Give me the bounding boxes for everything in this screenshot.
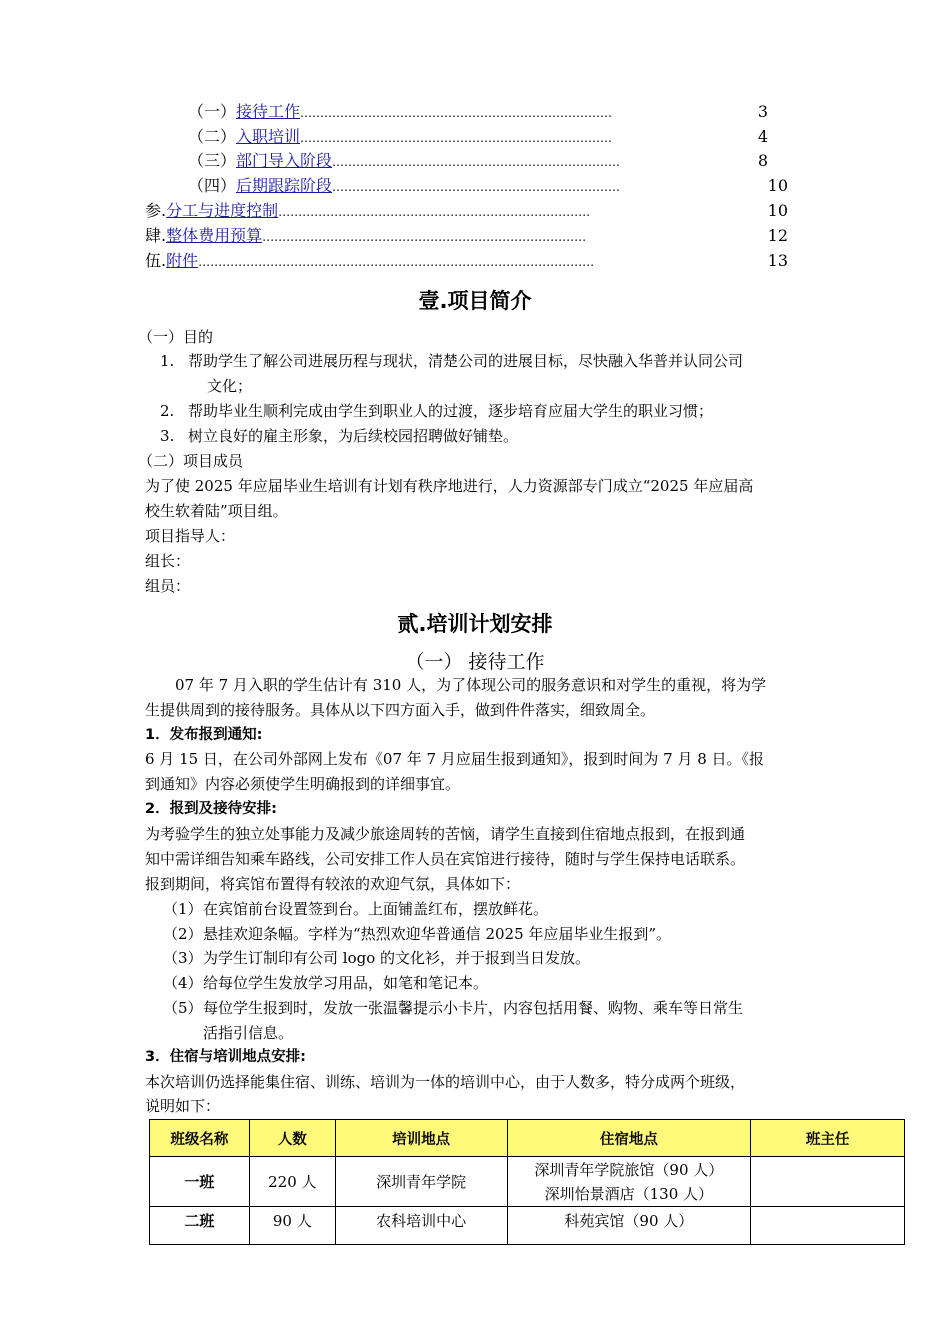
paragraph-line: 生提供周到的接待服务。具体从以下四方面入手，做到件件落实，细致周全。	[145, 701, 656, 719]
lodging-line: 深圳怡景酒店（130 人）	[544, 1184, 714, 1203]
lodging-line: 深圳青年学院旅馆（90 人）	[534, 1160, 724, 1179]
toc-prefix: 参.	[145, 201, 167, 220]
list-item-number: 1.	[160, 352, 175, 370]
item-heading: 2．报到及接待安排:	[145, 801, 277, 817]
sub-item-text: 悬挂欢迎条幅。字样为“热烈欢迎华普通信 2025 年应届毕业生报到”。	[203, 925, 672, 943]
paragraph-line: 07 年 7 月入职的学生估计有 310 人，为了体现公司的服务意识和对学生的重视，将为学	[175, 676, 767, 694]
toc-entry[interactable]	[188, 149, 768, 173]
class-name-cell: 一班	[150, 1157, 250, 1207]
toc-prefix: （二）	[188, 127, 237, 146]
toc-link[interactable]: 整体费用预算	[166, 226, 263, 245]
sub-item-text: 在宾馆前台设置签到台。上面铺盖红布，摆放鲜花。	[203, 900, 549, 918]
toc-page-number: 8	[757, 151, 768, 170]
toc-dots: ………………………………………………………………	[332, 180, 621, 194]
toc-link[interactable]: 入职培训	[236, 127, 301, 146]
table-header-cell: 住宿地点	[507, 1120, 751, 1157]
list-item-text: 帮助学生了解公司进展历程与现状，清楚公司的进展目标，尽快融入华普并认同公司	[188, 352, 744, 370]
list-item-number: 2.	[160, 402, 175, 420]
sub-item-text: 活指引信息。	[203, 1024, 294, 1042]
class-name-cell: 二班	[150, 1207, 250, 1245]
toc-prefix: （三）	[188, 151, 237, 170]
toc-entry[interactable]	[188, 174, 788, 198]
toc-prefix: 伍.	[145, 251, 167, 270]
count-cell: 90 人	[249, 1207, 335, 1245]
toc-dots: ………………………………………………………………………………………	[198, 255, 595, 269]
paragraph-line: 知中需详细告知乘车路线，公司安排工作人员在宾馆进行接待，随时与学生保持电话联系。	[145, 850, 746, 868]
members-label: 组员：	[145, 577, 191, 595]
sub-item-number: （3）	[163, 949, 203, 967]
sub-item-number: （5）	[163, 999, 203, 1017]
sub-item-text: 每位学生报到时，发放一张温馨提示小卡片，内容包括用餐、购物、乘车等日常生	[203, 999, 744, 1017]
toc-link[interactable]: 部门导入阶段	[236, 151, 333, 170]
table-row	[150, 1207, 905, 1245]
paragraph-line: 为考验学生的独立处事能力及减少旅途周转的苦恼，请学生直接到住宿地点报到，在报到通	[145, 825, 746, 843]
leader-label: 组长：	[145, 552, 191, 570]
training-place-cell: 农科培训中心	[335, 1207, 507, 1245]
toc-prefix: 肆.	[145, 226, 167, 245]
training-place-cell: 深圳青年学院	[335, 1157, 507, 1207]
count-cell: 220 人	[249, 1157, 335, 1207]
paragraph-line: 说明如下：	[145, 1097, 221, 1115]
table-header-row	[150, 1120, 905, 1157]
toc-page-number: 12	[767, 226, 788, 245]
sub-item-text: 为学生订制印有公司 logo 的文化衫，并于报到当日发放。	[203, 949, 590, 967]
item-heading: 3．住宿与培训地点安排:	[145, 1049, 306, 1065]
item-heading: 1．发布报到通知:	[145, 727, 263, 743]
toc-page-number: 10	[767, 176, 788, 195]
paragraph-line: 校生软着陆”项目组。	[145, 502, 288, 520]
toc-prefix: （四）	[188, 176, 237, 195]
toc-link[interactable]: 附件	[166, 251, 199, 270]
toc-prefix: （一）	[188, 102, 237, 121]
sub-item-number: （1）	[163, 900, 203, 918]
list-item-text: 帮助毕业生顺利完成由学生到职业人的过渡，逐步培育应届大学生的职业习惯；	[188, 402, 714, 420]
paragraph-line: 本次培训仍选择能集住宿、训练、培训为一体的培训中心，由于人数多，特分成两个班级，	[145, 1073, 746, 1091]
toc-page-number: 3	[757, 102, 768, 121]
lodging-cell	[507, 1157, 751, 1207]
subsection-title: （一） 接待工作	[405, 651, 545, 673]
toc-dots: ……………………………………………………………………	[278, 205, 591, 219]
toc-dots: ……………………………………………………………………	[300, 106, 613, 120]
class-arrangement-table	[149, 1119, 905, 1245]
toc-dots: ……………………………………………………………………	[300, 131, 613, 145]
table-header-cell: 班主任	[751, 1120, 905, 1157]
members-heading: （二）项目成员	[138, 452, 244, 470]
purpose-heading: （一）目的	[138, 328, 214, 346]
section-title: 壹.项目简介	[418, 289, 532, 313]
toc-link[interactable]: 接待工作	[236, 102, 301, 121]
toc-entry[interactable]	[145, 199, 788, 223]
paragraph-line: 6 月 15 日，在公司外部网上发布《07 年 7 月应届生报到通知》，报到时间为 7 月 8 日。《报	[145, 750, 765, 768]
table-header-cell: 班级名称	[150, 1120, 250, 1157]
paragraph-line: 报到期间，将宾馆布置得有较浓的欢迎气氛，具体如下：	[145, 875, 521, 893]
sub-item-text: 给每位学生发放学习用品，如笔和笔记本。	[203, 974, 489, 992]
list-item-number: 3.	[160, 427, 175, 445]
lodging-cell: 科苑宾馆（90 人）	[507, 1207, 751, 1245]
section-title: 贰.培训计划安排	[397, 612, 553, 636]
table-row	[150, 1157, 905, 1207]
director-label: 项目指导人：	[145, 527, 236, 545]
list-item-text: 树立良好的雇主形象，为后续校园招聘做好铺垫。	[188, 427, 519, 445]
toc-dots: ………………………………………………………………………	[262, 230, 587, 244]
table-header-cell: 人数	[249, 1120, 335, 1157]
teacher-cell	[751, 1207, 905, 1245]
teacher-cell	[751, 1157, 905, 1207]
toc-entry[interactable]	[188, 125, 768, 149]
list-item-text: 文化；	[207, 377, 253, 395]
toc-page-number: 4	[757, 127, 768, 146]
toc-link[interactable]: 分工与进度控制	[166, 201, 279, 220]
toc-dots: ………………………………………………………………	[332, 155, 621, 169]
sub-item-number: （2）	[163, 925, 203, 943]
toc-entry[interactable]	[188, 100, 768, 124]
paragraph-line: 到通知》内容必须使学生明确报到的详细事宜。	[145, 775, 461, 793]
toc-entry[interactable]	[145, 249, 788, 273]
toc-link[interactable]: 后期跟踪阶段	[236, 176, 333, 195]
sub-item-number: （4）	[163, 974, 203, 992]
toc-page-number: 13	[767, 251, 788, 270]
toc-page-number: 10	[767, 201, 788, 220]
toc-entry[interactable]	[145, 224, 788, 248]
paragraph-line: 为了使 2025 年应届毕业生培训有计划有秩序地进行，人力资源部专门成立“2025 年应届高	[145, 477, 754, 495]
table-header-cell: 培训地点	[335, 1120, 507, 1157]
